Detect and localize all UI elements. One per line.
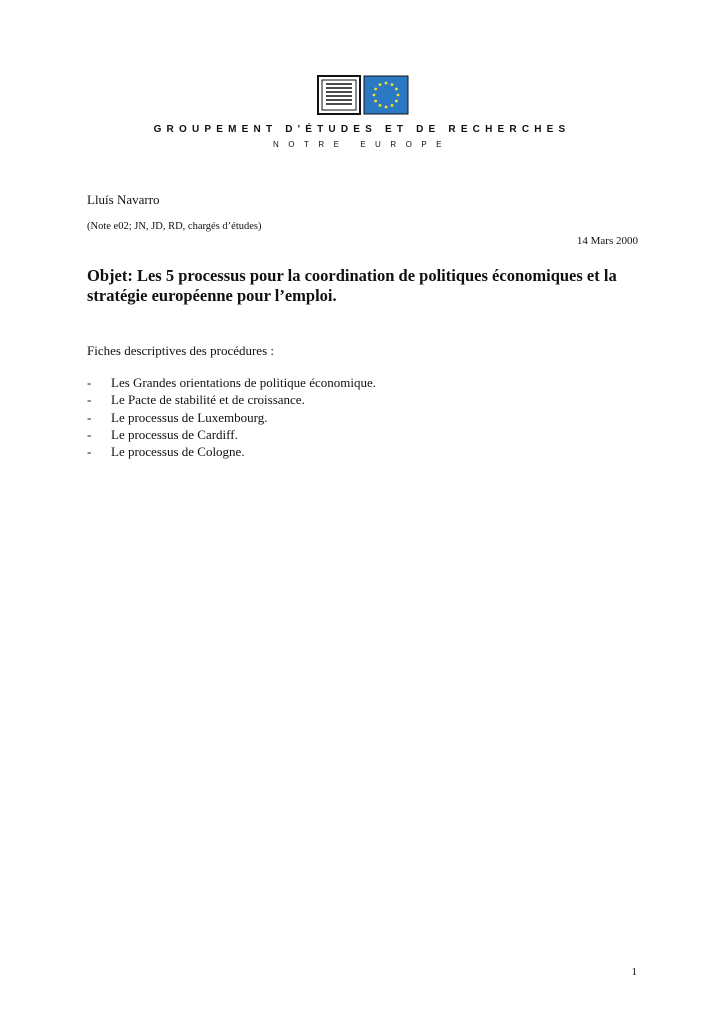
eu-star-icon — [379, 83, 382, 86]
list-item-text: Le Pacte de stabilité et de croissance. — [111, 392, 305, 408]
eu-star-icon — [385, 106, 388, 109]
eu-star-icon — [395, 88, 398, 91]
eu-star-icon — [373, 94, 376, 97]
eu-star-icon — [379, 104, 382, 107]
list-item-text: Le processus de Cardiff. — [111, 426, 238, 442]
note-reference: (Note e02; JN, JD, RD, chargés d’études) — [87, 221, 262, 232]
eu-star-icon — [397, 94, 400, 97]
list-item — [87, 374, 376, 391]
list-bullet: - — [87, 392, 92, 408]
organization-subtitle: NOTRE EUROPE — [272, 140, 451, 149]
notre-europe-logo — [317, 75, 409, 115]
eu-star-icon — [395, 100, 398, 103]
list-item — [87, 443, 376, 460]
procedures-intro: Fiches descriptives des procédures : — [87, 343, 275, 358]
eu-star-icon — [374, 100, 377, 103]
organization-name: GROUPEMENT D'ÉTUDES ET DE RECHERCHES — [153, 124, 571, 135]
eu-star-icon — [374, 88, 377, 91]
list-item-text: Le processus de Luxembourg. — [111, 409, 268, 425]
eu-star-icon — [391, 104, 394, 107]
list-bullet: - — [87, 375, 92, 390]
document-lines-icon — [318, 76, 360, 114]
eu-flag-icon — [364, 76, 408, 114]
eu-star-icon — [385, 82, 388, 85]
page-number: 1 — [631, 966, 637, 978]
author-name: Lluís Navarro — [87, 192, 160, 207]
subject-heading: Objet: Les 5 processus pour la coordination de politiques économiques et la stratégie européenne pour l’emploi. — [87, 266, 617, 305]
list-item-text: Les Grandes orientations de politique économique. — [111, 375, 376, 390]
list-item — [87, 426, 376, 443]
list-item — [87, 409, 376, 426]
procedures-list — [87, 374, 376, 460]
eu-star-icon — [391, 83, 394, 86]
list-bullet: - — [87, 444, 92, 460]
document-date: 14 Mars 2000 — [576, 235, 638, 247]
list-bullet: - — [87, 409, 92, 425]
list-item — [87, 391, 376, 408]
list-item-text: Le processus de Cologne. — [111, 444, 245, 460]
list-bullet: - — [87, 426, 92, 442]
